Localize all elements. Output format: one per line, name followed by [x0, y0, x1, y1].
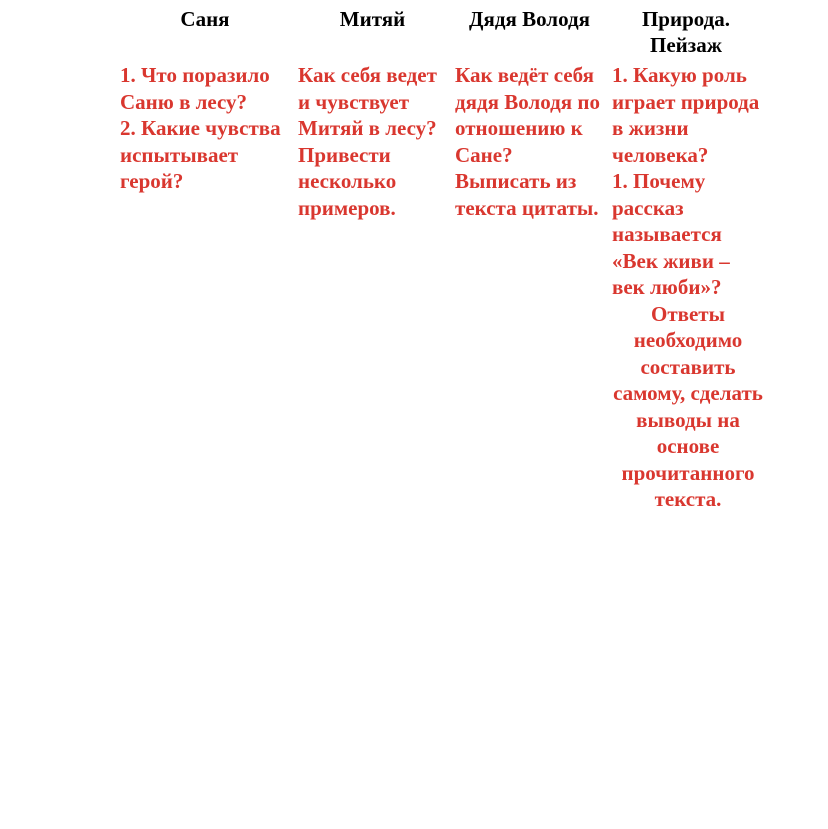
question-sanya-1: 1. Что поразило Саню в лесу?: [120, 63, 270, 114]
column-header-dyadya-volodya: Дядя Володя: [469, 7, 590, 31]
question-sanya-2: 2. Какие чувства испытывает герой?: [120, 116, 281, 193]
priroda-note: Ответы необходимо составить самому, сделать выводы на основе прочитанного текста.: [613, 301, 763, 511]
assignment-table: [116, 6, 764, 513]
column-header-priroda: Природа. Пейзаж: [641, 7, 731, 57]
column-header-sanya: Саня: [180, 7, 230, 31]
question-mityay-1: Как себя ведет и чувствует Митяй в лесу? Привести несколько примеров.: [298, 63, 437, 220]
cell-mityay: [294, 58, 451, 513]
cell-sanya: [116, 58, 294, 513]
question-priroda-1: 1. Какую роль играет природа в жизни человека?: [612, 63, 760, 167]
question-dyadya-volodya-1: Как ведёт себя дядя Володя по отношению к Сане? Выписать из текста цитаты.: [455, 63, 600, 220]
cell-dyadya-volodya: [451, 58, 608, 513]
cell-priroda: [608, 58, 764, 513]
column-header-mityay: Митяй: [339, 7, 406, 31]
question-priroda-2: 1. Почему рассказ называется «Век живи – век люби»?: [612, 169, 730, 299]
